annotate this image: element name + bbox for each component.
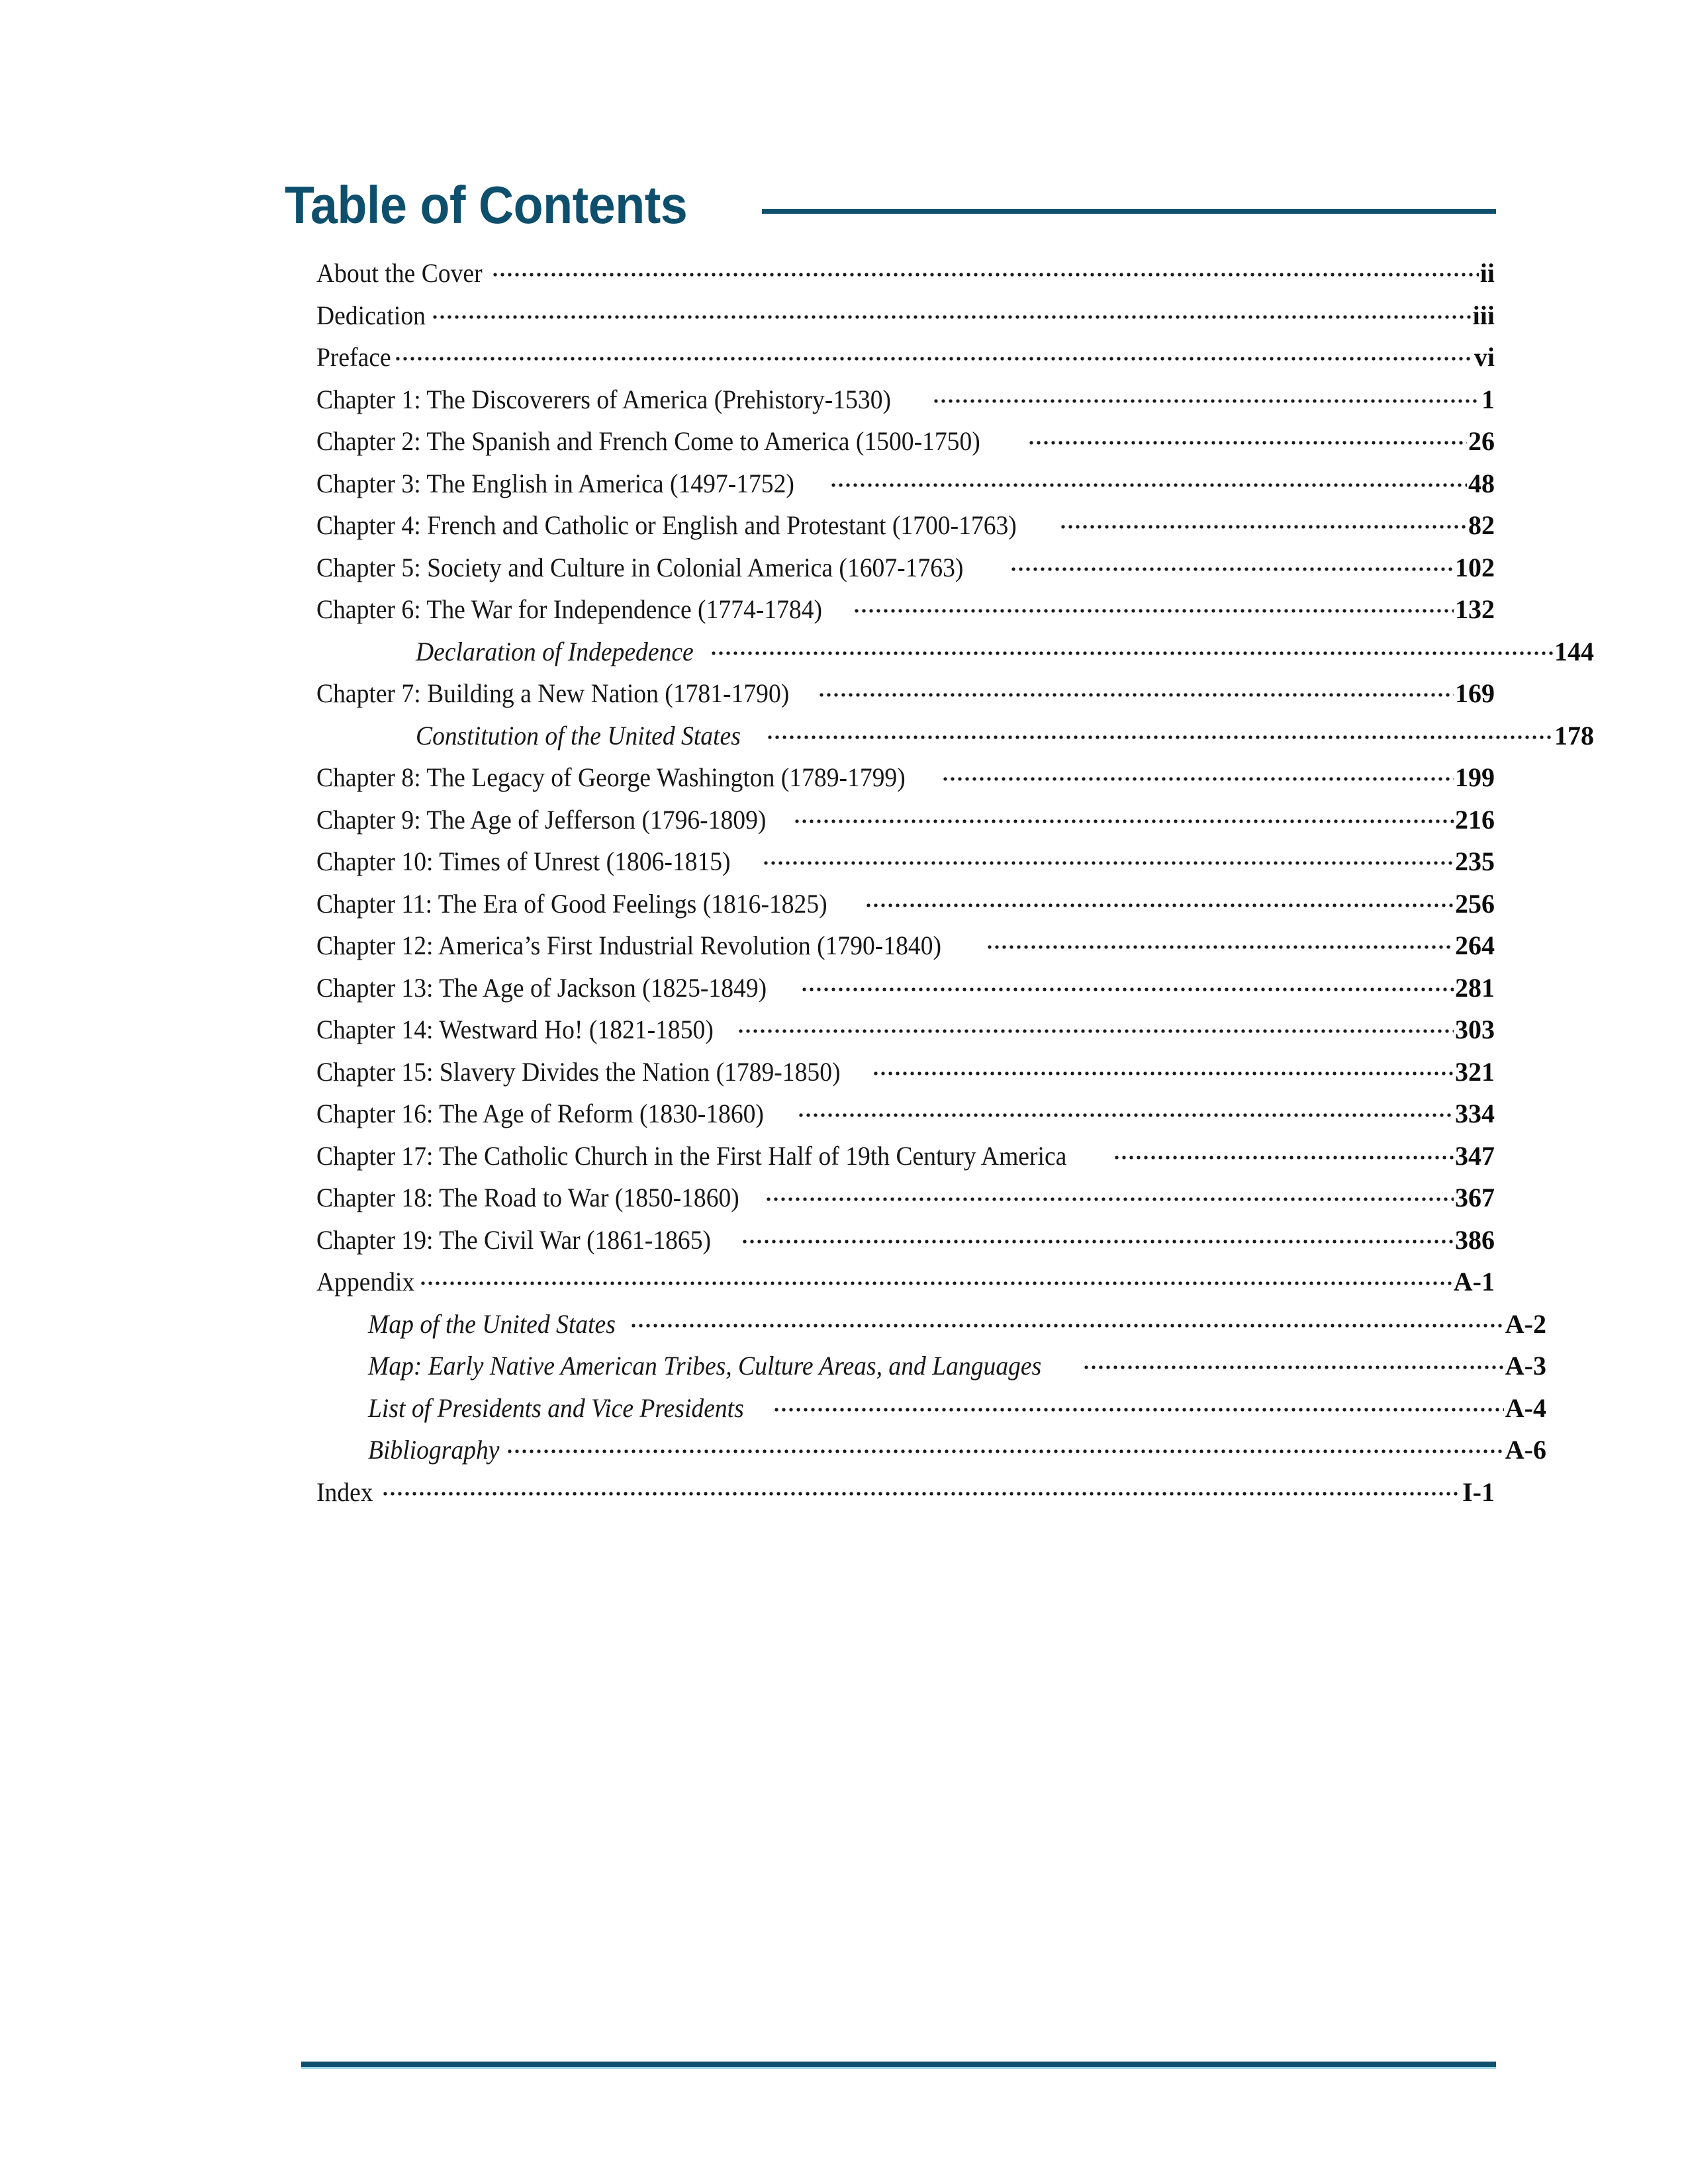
toc-entry-page-number: 256 [1455,888,1495,919]
toc-leader-dots [396,340,1473,366]
toc-entry[interactable] [316,1306,1546,1349]
toc-entry-label: Chapter 14: Westward Ho! (1821-1850) [316,1015,714,1044]
toc-leader-dots [795,802,1454,829]
toc-entry[interactable] [316,1390,1546,1433]
toc-entry-page-number: 178 [1554,720,1594,751]
toc-entry-label: Dedication [316,300,426,330]
toc-leader-dots [508,1432,1504,1459]
toc-entry[interactable] [316,382,1495,424]
toc-leader-dots [433,298,1472,324]
toc-entry-label: Chapter 2: The Spanish and French Come to America (1500-1750) [316,426,980,456]
toc-leader-dots [767,1180,1454,1206]
toc-entry[interactable] [316,1348,1546,1390]
toc-entry-label: About the Cover [316,258,483,288]
toc-leader-dots [855,592,1454,618]
toc-entry-page-number: A-3 [1505,1351,1546,1381]
toc-entry[interactable] [316,760,1495,802]
toc-entry[interactable] [316,886,1495,929]
toc-entry-label: Bibliography [368,1435,500,1465]
toc-entry[interactable] [316,1475,1495,1517]
toc-entry-label: Chapter 3: The English in America (1497-1752) [316,468,794,498]
toc-entry-label: Chapter 9: The Age of Jefferson (1796-1809) [316,804,767,835]
toc-entry[interactable] [316,844,1495,886]
footer-rule-divider [301,2062,1496,2067]
toc-leader-dots [774,1390,1504,1417]
toc-leader-dots [988,928,1454,954]
toc-entry-page-number: 303 [1455,1015,1495,1044]
toc-entry[interactable] [316,802,1495,844]
toc-entry[interactable] [316,1012,1495,1054]
toc-entry-page-number: A-2 [1505,1308,1546,1339]
toc-entry[interactable] [316,424,1495,466]
toc-entry-page-number: 169 [1455,678,1495,708]
toc-entry-page-number: 199 [1455,762,1495,792]
toc-leader-dots [421,1264,1452,1291]
toc-entry[interactable] [316,255,1495,298]
toc-entry-label: Chapter 15: Slavery Divides the Nation (1789-1850) [316,1056,841,1087]
toc-leader-dots [1011,550,1454,576]
toc-entry-label: Chapter 16: The Age of Reform (1830-1860) [316,1099,764,1128]
toc-entry-label: Chapter 11: The Era of Good Feelings (1816-1825) [316,888,827,919]
toc-leader-dots [820,676,1454,702]
toc-entry-page-number: iii [1472,300,1495,330]
toc-entry[interactable] [316,928,1495,970]
page-title: Table of Contents [285,175,688,234]
toc-leader-dots [943,760,1454,786]
toc-leader-dots [768,718,1553,745]
toc-leader-dots [934,382,1480,408]
toc-entry-label: Constitution of the United States [416,720,741,751]
toc-entry[interactable] [316,1138,1495,1181]
toc-entry-label: Chapter 19: The Civil War (1861-1865) [316,1224,712,1255]
toc-entry[interactable] [316,634,1594,676]
toc-entry-label: Chapter 6: The War for Independence (1774-1784) [316,594,823,624]
toc-leader-dots [493,255,1479,282]
toc-entry-page-number: A-1 [1453,1267,1495,1297]
toc-leader-dots [632,1306,1504,1333]
toc-entry[interactable] [316,718,1594,760]
toc-entry-page-number: vi [1474,342,1495,372]
toc-entry-page-number: 367 [1455,1183,1495,1212]
toc-entry-label: Index [316,1477,373,1507]
toc-entry[interactable] [316,1222,1495,1265]
toc-entry[interactable] [316,1264,1495,1306]
toc-entry-label: Chapter 10: Times of Unrest (1806-1815) [316,846,731,876]
toc-leader-dots [802,970,1454,997]
toc-entry[interactable] [316,1054,1495,1097]
toc-entry-page-number: 264 [1455,931,1495,960]
toc-entry[interactable] [316,1180,1495,1222]
toc-header [285,169,1496,232]
toc-leader-dots [1061,508,1467,534]
toc-entry[interactable] [316,676,1495,718]
toc-entry-label: Chapter 13: The Age of Jackson (1825-1849) [316,972,767,1003]
toc-leader-dots [831,466,1467,492]
toc-entry-label: Appendix [316,1267,415,1297]
toc-entry-label: Chapter 5: Society and Culture in Colonial America (1607-1763) [316,552,964,582]
toc-leader-dots [1115,1138,1454,1165]
toc-entry[interactable] [316,1432,1546,1475]
toc-entry-page-number: 82 [1468,510,1495,540]
toc-entry-page-number: 102 [1455,552,1495,582]
toc-entry-page-number: A-6 [1505,1435,1546,1465]
toc-leader-dots [1084,1348,1504,1375]
toc-leader-dots [743,1222,1454,1249]
toc-entry-page-number: 281 [1455,972,1495,1003]
toc-entry-page-number: 235 [1455,846,1495,876]
toc-entry-page-number: 347 [1455,1140,1495,1171]
toc-leader-dots [383,1475,1461,1501]
toc-entry[interactable] [316,550,1495,592]
toc-entry[interactable] [316,340,1495,382]
toc-entry[interactable] [316,1096,1495,1138]
title-rule-divider [762,209,1496,214]
footer-rule-accent [301,2067,1496,2069]
toc-leader-dots [764,844,1454,870]
toc-entry-page-number: 334 [1455,1099,1495,1128]
toc-entry-label: Declaration of Indepedence [416,636,694,666]
toc-entry-list [316,255,1594,1516]
toc-entry-label: Chapter 18: The Road to War (1850-1860) [316,1183,739,1212]
toc-entry-page-number: I-1 [1462,1477,1495,1507]
toc-leader-dots [1029,424,1467,450]
toc-entry[interactable] [316,592,1495,634]
toc-leader-dots [712,634,1553,660]
toc-entry-label: List of Presidents and Vice Presidents [368,1392,744,1423]
toc-entry[interactable] [316,298,1495,340]
toc-entry-label: Preface [316,342,391,372]
toc-entry-label: Chapter 8: The Legacy of George Washington (1789-1799) [316,762,906,792]
toc-entry-page-number: 386 [1455,1224,1495,1255]
toc-entry-label: Map of the United States [368,1308,616,1339]
toc-entry-page-number: 26 [1468,426,1495,456]
toc-entry-page-number: 144 [1554,636,1594,666]
toc-entry[interactable] [316,508,1495,550]
toc-entry-label: Chapter 1: The Discoverers of America (Prehistory-1530) [316,384,892,414]
toc-entry-label: Chapter 17: The Catholic Church in the First Half of 19th Century America [316,1140,1067,1171]
toc-entry-page-number: 321 [1455,1056,1495,1087]
toc-leader-dots [867,886,1454,913]
toc-leader-dots [739,1012,1454,1038]
toc-entry[interactable] [316,970,1495,1013]
toc-entry[interactable] [316,466,1495,508]
toc-entry-page-number: 132 [1455,594,1495,624]
toc-leader-dots [799,1096,1454,1122]
toc-entry-page-number: A-4 [1505,1392,1546,1423]
toc-entry-label: Map: Early Native American Tribes, Culture Areas, and Languages [368,1351,1042,1381]
toc-leader-dots [874,1054,1454,1081]
toc-entry-page-number: 216 [1455,804,1495,835]
toc-entry-label: Chapter 4: French and Catholic or English and Protestant (1700-1763) [316,510,1017,540]
toc-entry-page-number: 1 [1481,384,1495,414]
toc-entry-label: Chapter 12: America’s First Industrial Revolution (1790-1840) [316,931,942,960]
toc-entry-page-number: 48 [1468,468,1495,498]
toc-entry-label: Chapter 7: Building a New Nation (1781-1790) [316,678,790,708]
toc-entry-page-number: ii [1479,258,1495,288]
